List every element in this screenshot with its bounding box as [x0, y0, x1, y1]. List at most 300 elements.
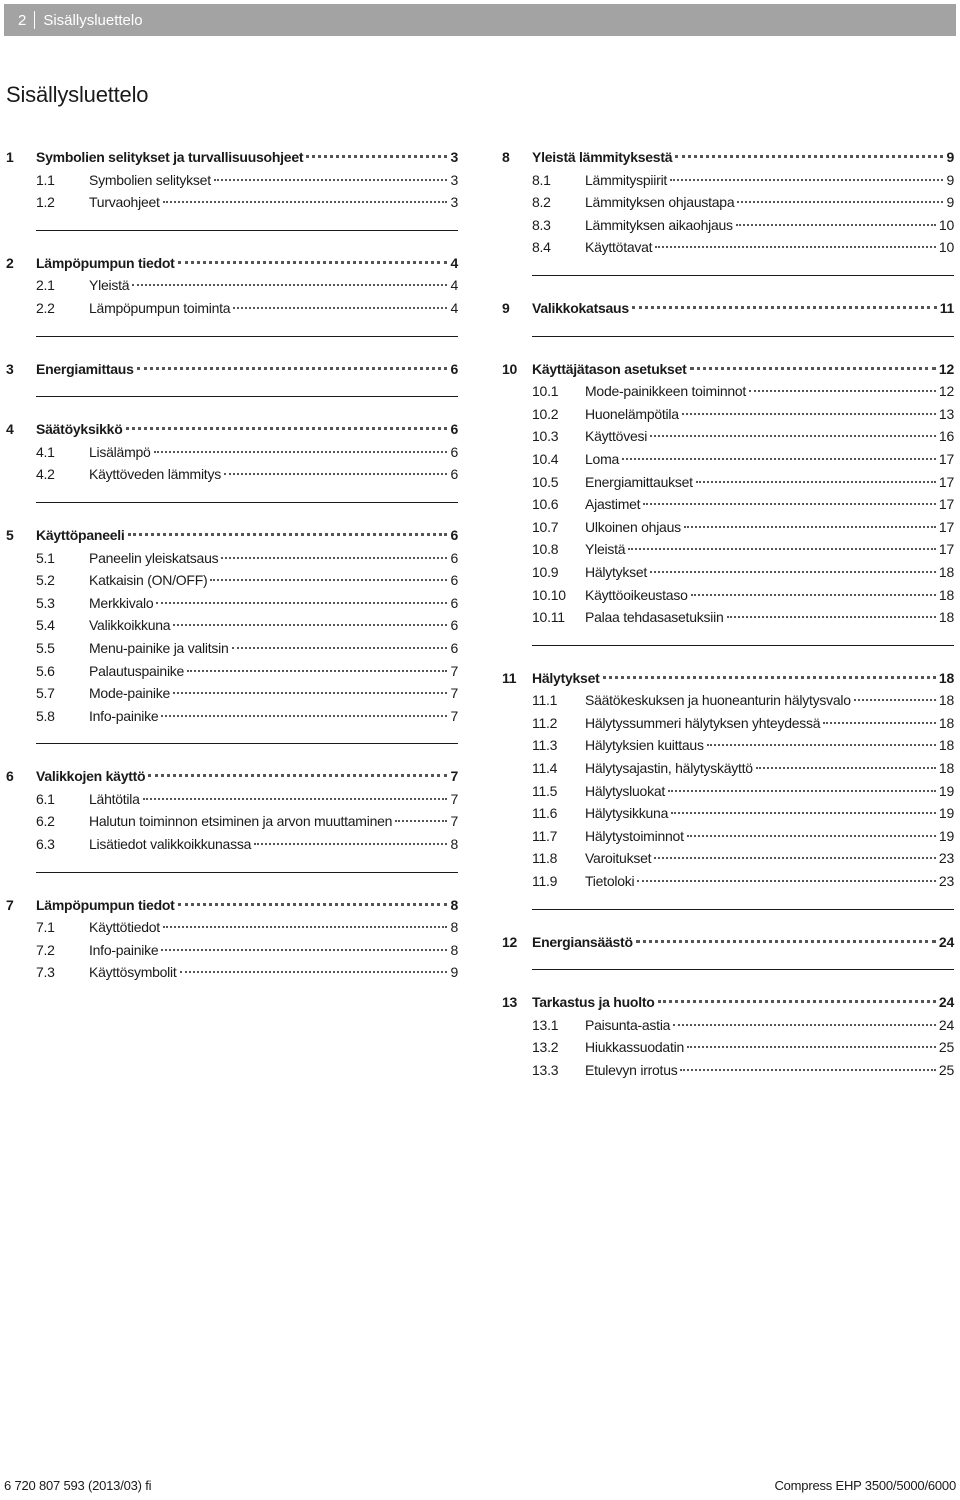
- toc-section-entry[interactable]: [6, 358, 458, 381]
- toc-subsection-entry[interactable]: [502, 538, 954, 561]
- dot-leader: [749, 390, 936, 392]
- toc-section: [6, 396, 458, 486]
- dot-leader: [650, 571, 936, 573]
- page-number: 24: [938, 994, 954, 1011]
- subsection-number: 10.5: [532, 473, 559, 490]
- subsection-title: Symbolien selitykset: [89, 171, 211, 188]
- toc-subsection-entry[interactable]: [502, 425, 954, 448]
- section-divider: [36, 502, 458, 503]
- dot-leader: [727, 616, 936, 618]
- page-number: 6: [450, 572, 458, 589]
- dot-leader: [682, 413, 936, 415]
- subsection-title: Hälytysluokat: [585, 782, 666, 799]
- page-number: 18: [938, 692, 954, 709]
- dot-leader: [233, 307, 447, 309]
- toc-section: [6, 502, 458, 727]
- dot-leader: [691, 594, 936, 596]
- dot-leader: [210, 579, 447, 581]
- toc-subsection-entry[interactable]: [6, 810, 458, 833]
- subsection-number: 7.3: [36, 964, 55, 981]
- subsection-number: 10.9: [532, 563, 559, 580]
- subsection-number: 5.7: [36, 685, 55, 702]
- section-title: Yleistä lämmityksestä: [532, 149, 673, 165]
- page-number: 18: [938, 563, 954, 580]
- toc-section: [6, 230, 458, 320]
- section-number: 2: [6, 254, 14, 271]
- subsection-title: Lämpöpumpun toiminta: [89, 299, 231, 316]
- subsection-title: Hälytykset: [585, 563, 648, 580]
- dot-leader: [163, 926, 448, 928]
- dot-leader: [622, 458, 936, 460]
- toc-section: [502, 645, 954, 893]
- toc-subsection-entry[interactable]: [502, 448, 954, 471]
- page-number: 7: [450, 707, 458, 724]
- dot-leader: [143, 798, 448, 800]
- section-number: 4: [6, 421, 14, 438]
- subsection-number: 10.3: [532, 428, 559, 445]
- toc-subsection-entry[interactable]: [6, 637, 458, 660]
- toc-subsection-entry[interactable]: [6, 788, 458, 811]
- toc-left-column: [6, 146, 458, 984]
- dot-leader: [163, 201, 448, 203]
- subsection-title: Huonelämpötila: [585, 405, 679, 422]
- toc-section: [502, 909, 954, 954]
- dot-leader: [178, 903, 448, 906]
- toc-section-entry[interactable]: [6, 146, 458, 169]
- toc-section-entry[interactable]: [502, 667, 954, 690]
- page-number: 10: [938, 216, 954, 233]
- page-number: 6: [450, 421, 458, 438]
- subsection-title: Ulkoinen ohjaus: [585, 518, 681, 535]
- toc-subsection-entry[interactable]: [502, 606, 954, 629]
- subsection-title: Käyttötavat: [585, 239, 653, 256]
- toc-section-entry[interactable]: [502, 297, 954, 320]
- section-divider: [36, 743, 458, 744]
- toc-subsection-entry[interactable]: [502, 780, 954, 803]
- toc-subsection-entry[interactable]: [6, 614, 458, 637]
- toc-subsection-entry[interactable]: [6, 463, 458, 486]
- dot-leader: [232, 647, 448, 649]
- toc-subsection-entry[interactable]: [502, 734, 954, 757]
- section-title: Käyttöpaneeli: [36, 526, 125, 543]
- toc-subsection-entry[interactable]: [6, 682, 458, 705]
- subsection-title: Hälytyssummeri hälytyksen yhteydessä: [585, 714, 821, 731]
- toc-subsection-entry[interactable]: [502, 236, 954, 259]
- page-number: 6: [450, 466, 458, 483]
- page-number: 6: [450, 443, 458, 460]
- dot-leader: [690, 367, 936, 370]
- page-number: 6: [450, 360, 458, 377]
- subsection-number: 11.3: [532, 737, 558, 754]
- page-number: 9: [946, 171, 954, 188]
- page-number: 24: [938, 933, 954, 950]
- toc-subsection-entry[interactable]: [6, 297, 458, 320]
- subsection-number: 11.4: [532, 760, 558, 777]
- subsection-title: Lisätiedot valikkoikkunassa: [89, 836, 252, 853]
- dot-leader: [670, 179, 943, 181]
- dot-leader: [655, 246, 936, 248]
- page-number: 23: [938, 873, 954, 890]
- toc-subsection-entry[interactable]: [6, 274, 458, 297]
- subsection-number: 8.2: [532, 194, 551, 211]
- page-number: 9: [450, 964, 458, 981]
- subsection-title: Hälytysikkuna: [585, 805, 669, 822]
- toc-section: [502, 146, 954, 259]
- toc-subsection-entry[interactable]: [502, 847, 954, 870]
- section-title: Valikkojen käyttö: [36, 768, 146, 785]
- toc-subsection-entry[interactable]: [502, 380, 954, 403]
- dot-leader: [180, 971, 448, 973]
- subsection-title: Ajastimet: [585, 496, 641, 513]
- page-title: Sisällysluettelo: [6, 82, 149, 107]
- page-number: 7: [450, 790, 458, 807]
- toc-section-entry[interactable]: [502, 146, 954, 169]
- subsection-number: 5.4: [36, 617, 55, 634]
- toc-subsection-entry[interactable]: [6, 705, 458, 728]
- toc-subsection-entry[interactable]: [502, 689, 954, 712]
- section-divider: [36, 336, 458, 337]
- subsection-title: Katkaisin (ON/OFF): [89, 572, 208, 589]
- subsection-number: 11.1: [532, 692, 558, 709]
- toc-subsection-entry[interactable]: [6, 939, 458, 962]
- toc-subsection-entry[interactable]: [502, 214, 954, 237]
- subsection-title: Varoitukset: [585, 850, 652, 867]
- toc-section-entry[interactable]: [6, 524, 458, 547]
- section-number: 12: [502, 933, 518, 950]
- page-number: 19: [938, 827, 954, 844]
- subsection-title: Merkkivalo: [89, 594, 154, 611]
- toc-subsection-entry[interactable]: [502, 561, 954, 584]
- toc-subsection-entry[interactable]: [502, 1014, 954, 1037]
- section-number: 3: [6, 360, 14, 377]
- toc-section: [502, 336, 954, 629]
- subsection-number: 1.1: [36, 171, 55, 188]
- dot-leader: [736, 224, 936, 226]
- subsection-number: 5.5: [36, 639, 55, 656]
- page-number: 18: [938, 609, 954, 626]
- toc-subsection-entry[interactable]: [502, 191, 954, 214]
- toc-subsection-entry[interactable]: [6, 441, 458, 464]
- subsection-number: 5.8: [36, 707, 55, 724]
- toc-section-entry[interactable]: [6, 894, 458, 917]
- subsection-number: 11.5: [532, 782, 558, 799]
- section-title: Energiamittaus: [36, 360, 134, 377]
- page-number: 10: [938, 239, 954, 256]
- section-number: 1: [6, 149, 14, 165]
- dot-leader: [632, 306, 937, 309]
- toc-subsection-entry[interactable]: [6, 961, 458, 984]
- section-title: Säätöyksikkö: [36, 421, 123, 438]
- subsection-number: 1.2: [36, 194, 55, 211]
- subsection-title: Mode-painikkeen toiminnot: [585, 383, 747, 400]
- dot-leader: [668, 790, 936, 792]
- header-section-title: Sisällysluettelo: [43, 11, 143, 29]
- section-title: Lämpöpumpun tiedot: [36, 254, 175, 271]
- dot-leader: [737, 201, 943, 203]
- page-number: 6: [450, 617, 458, 634]
- page-number: 18: [938, 737, 954, 754]
- toc-subsection-entry[interactable]: [502, 471, 954, 494]
- subsection-number: 7.2: [36, 941, 55, 958]
- toc-section-entry[interactable]: [6, 765, 458, 788]
- subsection-number: 10.2: [532, 405, 559, 422]
- subsection-number: 8.3: [532, 216, 551, 233]
- page-number: 4: [450, 254, 458, 271]
- header-separator: [34, 11, 35, 29]
- page-number: 7: [450, 813, 458, 830]
- subsection-title: Lähtötila: [89, 790, 140, 807]
- subsection-title: Loma: [585, 450, 620, 467]
- toc-subsection-entry[interactable]: [502, 757, 954, 780]
- page-number: 18: [938, 760, 954, 777]
- subsection-title: Käyttötiedot: [89, 919, 160, 936]
- dot-leader: [187, 670, 447, 672]
- page-number: 8: [450, 941, 458, 958]
- subsection-number: 6.1: [36, 790, 55, 807]
- toc-subsection-entry[interactable]: [502, 1059, 954, 1082]
- subsection-number: 10.10: [532, 586, 566, 603]
- section-divider: [532, 336, 954, 337]
- page-number: 7: [450, 685, 458, 702]
- section-title: Symbolien selitykset ja turvallisuusohjeet: [36, 149, 304, 165]
- page-number: 18: [938, 714, 954, 731]
- section-divider: [36, 872, 458, 873]
- page-number: 4: [450, 277, 458, 294]
- dot-leader: [148, 774, 447, 777]
- header-page-number: 2: [18, 11, 27, 29]
- page-number: 12: [938, 383, 954, 400]
- dot-leader: [854, 699, 936, 701]
- subsection-title: Säätökeskuksen ja huoneanturin hälytysvalo: [585, 692, 851, 709]
- subsection-number: 10.6: [532, 496, 559, 513]
- dot-leader: [756, 767, 936, 769]
- subsection-number: 11.7: [532, 827, 558, 844]
- toc-section: [6, 743, 458, 855]
- dot-leader: [173, 692, 447, 694]
- section-divider: [532, 909, 954, 910]
- subsection-title: Energiamittaukset: [585, 473, 693, 490]
- toc-subsection-entry[interactable]: [502, 802, 954, 825]
- subsection-number: 13.1: [532, 1016, 559, 1033]
- subsection-number: 11.9: [532, 873, 558, 890]
- page-number: 3: [450, 149, 458, 165]
- page-number: 9: [946, 194, 954, 211]
- footer-product-name: Compress EHP 3500/5000/6000: [774, 1478, 956, 1493]
- dot-leader: [154, 451, 448, 453]
- page-number: 24: [938, 1016, 954, 1033]
- subsection-title: Käyttövesi: [585, 428, 648, 445]
- toc-section-entry[interactable]: [502, 358, 954, 381]
- page-number: 17: [938, 518, 954, 535]
- dot-leader: [137, 367, 448, 370]
- toc-subsection-entry[interactable]: [6, 169, 458, 192]
- toc-subsection-entry[interactable]: [502, 712, 954, 735]
- subsection-title: Lisälämpö: [89, 443, 151, 460]
- subsection-number: 5.3: [36, 594, 55, 611]
- dot-leader: [156, 602, 447, 604]
- toc-section: [6, 336, 458, 381]
- page-number: 18: [938, 669, 954, 686]
- section-number: 5: [6, 526, 14, 543]
- subsection-title: Paneelin yleiskatsaus: [89, 549, 219, 566]
- dot-leader: [221, 557, 447, 559]
- subsection-title: Info-painike: [89, 941, 159, 958]
- dot-leader: [224, 473, 448, 475]
- toc-subsection-entry[interactable]: [502, 493, 954, 516]
- toc-subsection-entry[interactable]: [6, 916, 458, 939]
- section-number: 7: [6, 896, 14, 913]
- dot-leader: [628, 548, 936, 550]
- page-header: [4, 4, 956, 36]
- subsection-title: Valikkoikkuna: [89, 617, 171, 634]
- subsection-number: 5.6: [36, 662, 55, 679]
- toc-subsection-entry[interactable]: [6, 833, 458, 856]
- page-number: 17: [938, 450, 954, 467]
- page-number: 16: [938, 428, 954, 445]
- page-number: 11: [939, 299, 954, 316]
- dot-leader: [687, 1046, 936, 1048]
- section-title: Lämpöpumpun tiedot: [36, 896, 175, 913]
- toc-section-entry[interactable]: [502, 991, 954, 1014]
- toc-section-entry[interactable]: [502, 931, 954, 954]
- dot-leader: [675, 155, 943, 158]
- subsection-title: Hiukkassuodatin: [585, 1039, 684, 1056]
- dot-leader: [687, 835, 936, 837]
- dot-leader: [650, 435, 936, 437]
- section-number: 11: [502, 669, 517, 686]
- toc-right-column: [502, 146, 954, 1082]
- subsection-title: Palautuspainike: [89, 662, 185, 679]
- page-number: 8: [450, 836, 458, 853]
- section-divider: [36, 230, 458, 231]
- dot-leader: [161, 949, 447, 951]
- subsection-title: Hälytystoiminnot: [585, 827, 684, 844]
- subsection-number: 13.2: [532, 1039, 559, 1056]
- subsection-title: Paisunta-astia: [585, 1016, 671, 1033]
- subsection-title: Mode-painike: [89, 685, 171, 702]
- section-divider: [532, 969, 954, 970]
- dot-leader: [636, 940, 936, 943]
- toc-subsection-entry[interactable]: [6, 547, 458, 570]
- section-title: Käyttäjätason asetukset: [532, 360, 687, 377]
- toc-subsection-entry[interactable]: [502, 1036, 954, 1059]
- dot-leader: [254, 843, 447, 845]
- toc-subsection-entry[interactable]: [6, 569, 458, 592]
- page-number: 13: [938, 405, 954, 422]
- subsection-title: Käyttösymbolit: [89, 964, 177, 981]
- dot-leader: [823, 722, 936, 724]
- toc-section-entry[interactable]: [6, 418, 458, 441]
- subsection-title: Lämmityksen ohjaustapa: [585, 194, 735, 211]
- dot-leader: [128, 533, 448, 536]
- toc-section: [6, 872, 458, 984]
- toc-section-entry[interactable]: [6, 252, 458, 275]
- section-title: Energiansäästö: [532, 933, 633, 950]
- page-number: 7: [450, 768, 458, 785]
- subsection-number: 10.11: [532, 609, 565, 626]
- dot-leader: [680, 1069, 935, 1071]
- subsection-number: 4.1: [36, 443, 55, 460]
- toc-subsection-entry[interactable]: [502, 584, 954, 607]
- toc-subsection-entry[interactable]: [502, 870, 954, 893]
- dot-leader: [306, 155, 447, 158]
- subsection-number: 2.2: [36, 299, 55, 316]
- dot-leader: [637, 880, 936, 882]
- subsection-title: Halutun toiminnon etsiminen ja arvon muuttaminen: [89, 813, 393, 830]
- page-number: 3: [450, 171, 458, 188]
- section-number: 8: [502, 149, 510, 165]
- toc-subsection-entry[interactable]: [502, 516, 954, 539]
- dot-leader: [671, 812, 936, 814]
- dot-leader: [643, 503, 936, 505]
- section-divider: [532, 275, 954, 276]
- subsection-number: 5.1: [36, 549, 55, 566]
- page-number: 8: [450, 919, 458, 936]
- page-number: 23: [938, 850, 954, 867]
- toc-subsection-entry[interactable]: [502, 825, 954, 848]
- toc-subsection-entry[interactable]: [6, 660, 458, 683]
- page-number: 17: [938, 496, 954, 513]
- page-number: 8: [450, 896, 458, 913]
- toc-subsection-entry[interactable]: [502, 403, 954, 426]
- toc-subsection-entry[interactable]: [502, 169, 954, 192]
- subsection-number: 6.2: [36, 813, 55, 830]
- toc-subsection-entry[interactable]: [6, 592, 458, 615]
- subsection-number: 11.2: [532, 714, 558, 731]
- page-number: 18: [938, 586, 954, 603]
- dot-leader: [214, 179, 448, 181]
- page-number: 19: [938, 805, 954, 822]
- subsection-title: Käyttöveden lämmitys: [89, 466, 221, 483]
- section-number: 13: [502, 994, 518, 1011]
- page-number: 3: [450, 194, 458, 211]
- subsection-title: Tietoloki: [585, 873, 635, 890]
- subsection-title: Palaa tehdasasetuksiin: [585, 609, 724, 626]
- subsection-title: Hälytysajastin, hälytyskäyttö: [585, 760, 753, 777]
- section-title: Valikkokatsaus: [532, 299, 629, 316]
- subsection-number: 10.1: [532, 383, 559, 400]
- toc-section: [502, 969, 954, 1081]
- dot-leader: [132, 284, 447, 286]
- subsection-title: Hälytyksien kuittaus: [585, 737, 704, 754]
- toc-section: [6, 146, 458, 214]
- toc-section: [502, 275, 954, 320]
- page-number: 4: [450, 299, 458, 316]
- dot-leader: [161, 715, 447, 717]
- section-title: Tarkastus ja huolto: [532, 994, 655, 1011]
- page-number: 7: [450, 662, 458, 679]
- dot-leader: [707, 744, 936, 746]
- subsection-number: 7.1: [36, 919, 55, 936]
- page-number: 6: [450, 549, 458, 566]
- subsection-number: 10.4: [532, 450, 559, 467]
- dot-leader: [696, 481, 936, 483]
- dot-leader: [178, 261, 448, 264]
- subsection-title: Yleistä: [89, 277, 130, 294]
- section-divider: [532, 645, 954, 646]
- subsection-number: 11.6: [532, 805, 558, 822]
- subsection-title: Käyttöoikeustaso: [585, 586, 688, 603]
- section-number: 6: [6, 768, 14, 785]
- subsection-title: Etulevyn irrotus: [585, 1062, 678, 1078]
- dot-leader: [658, 1000, 936, 1003]
- toc-subsection-entry[interactable]: [6, 191, 458, 214]
- page-number: 25: [938, 1062, 954, 1078]
- page-number: 6: [450, 639, 458, 656]
- section-number: 10: [502, 360, 518, 377]
- subsection-number: 11.8: [532, 850, 558, 867]
- page-number: 19: [938, 782, 954, 799]
